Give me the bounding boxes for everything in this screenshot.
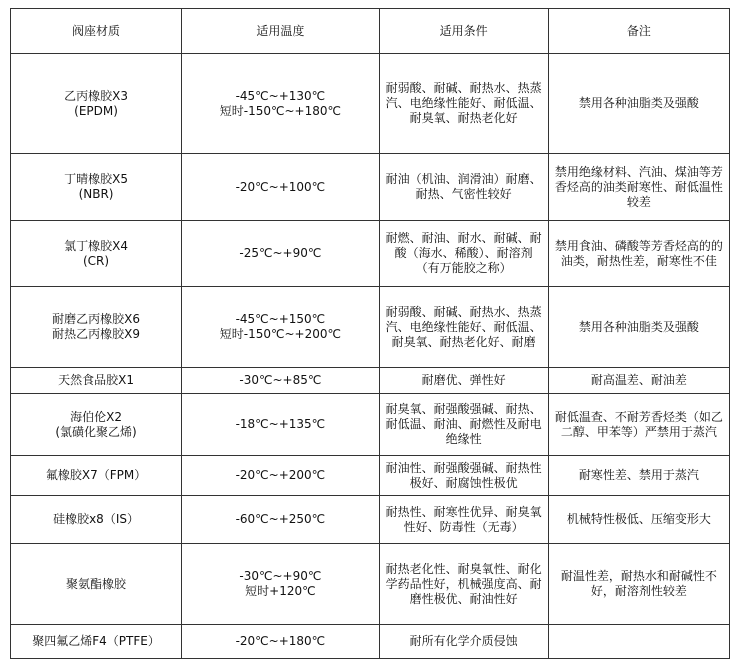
temperature-text: -30℃~+90℃ [239,569,322,583]
remarks-cell: 耐高温差、耐油差 [548,368,729,394]
material-text: 硅橡胶x8（IS） [53,512,139,526]
remarks-cell: 机械特性极低、压缩变形大 [548,496,729,544]
material-cell [11,394,182,456]
material-text: (NBR) [78,187,114,201]
remarks-cell: 禁用食油、磷酸等芳香烃高的的油类，耐热性差，耐寒性不佳 [548,221,729,287]
conditions-cell: 耐油（机油、润滑油）耐磨、耐热、气密性较好 [379,154,548,221]
conditions-cell: 耐热老化性、耐臭氧性、耐化学药品性好，机械强度高、耐磨性极优、耐油性好 [379,544,548,625]
material-text: 天然食品胶X1 [58,373,134,387]
temperature-cell [182,544,380,625]
temperature-cell [182,496,380,544]
remarks-cell: 耐寒性差、禁用于蒸汽 [548,456,729,496]
header-material: 阀座材质 [11,9,182,54]
material-cell [11,54,182,154]
temperature-text: 短时-150℃~+200℃ [219,327,341,341]
table-row [11,456,730,496]
temperature-text: -60℃~+250℃ [235,512,326,526]
material-cell [11,544,182,625]
conditions-cell: 耐油性、耐强酸强碱、耐热性极好、耐腐蚀性极优 [379,456,548,496]
material-cell [11,496,182,544]
material-cell [11,154,182,221]
temperature-cell [182,54,380,154]
table-row [11,625,730,659]
remarks-cell: 禁用各种油脂类及强酸 [548,54,729,154]
table-header-row [11,9,730,54]
material-text: 乙丙橡胶X3 [64,88,128,103]
header-remarks: 备注 [548,9,729,54]
temperature-cell [182,456,380,496]
material-text: 聚四氟乙烯F4（PTFE） [32,634,160,648]
temperature-text: -45℃~+150℃ [235,312,326,326]
temperature-cell [182,154,380,221]
material-text: (EPDM) [74,103,118,118]
temperature-text: -20℃~+200℃ [235,468,326,482]
conditions-cell: 耐臭氧、耐强酸强碱、耐热、耐低温、耐油、耐燃性及耐电绝缘性 [379,394,548,456]
table-row [11,54,730,154]
material-cell [11,221,182,287]
material-text: 海伯伦X2 [70,409,122,424]
header-conditions: 适用条件 [379,9,548,54]
temperature-text: -18℃~+135℃ [235,417,326,431]
table-row [11,496,730,544]
table-row [11,154,730,221]
temperature-cell [182,394,380,456]
temperature-cell [182,625,380,659]
valve-seat-material-table [10,8,730,659]
remarks-cell [548,625,729,659]
remarks-cell: 禁用绝缘材料、汽油、煤油等芳香烃高的油类耐寒性、耐低温性较差 [548,154,729,221]
remarks-cell: 耐温性差，耐热水和耐碱性不好，耐溶剂性较差 [548,544,729,625]
material-text: (氯磺化聚乙烯) [55,424,137,439]
material-text: 耐磨乙丙橡胶X6 [52,312,140,326]
remarks-cell: 耐低温查、不耐芳香烃类（如乙二醇、甲苯等）严禁用于蒸汽 [548,394,729,456]
material-text: 氟橡胶X7（FPM） [45,468,147,482]
temperature-cell [182,368,380,394]
material-text: 聚氨酯橡胶 [66,576,127,591]
temperature-cell [182,221,380,287]
conditions-cell: 耐弱酸、耐碱、耐热水、热蒸汽、电绝缘性能好、耐低温、耐臭氧、耐热老化好、耐磨 [379,287,548,368]
material-cell [11,287,182,368]
table-row [11,221,730,287]
material-text: 耐热乙丙橡胶X9 [52,327,140,341]
temperature-text: 短时+120℃ [245,584,316,598]
material-cell [11,456,182,496]
material-text: 丁晴橡胶X5 [64,172,128,186]
material-cell [11,368,182,394]
temperature-text: -20℃~+180℃ [235,634,326,648]
conditions-cell: 耐所有化学介质侵蚀 [379,625,548,659]
temperature-text: -20℃~+100℃ [235,179,326,194]
conditions-cell: 耐磨优、弹性好 [379,368,548,394]
material-text: (CR) [82,253,110,268]
table-row [11,368,730,394]
table-row [11,544,730,625]
conditions-cell: 耐弱酸、耐碱、耐热水、热蒸汽、电绝缘性能好、耐低温、耐臭氧、耐热老化好 [379,54,548,154]
header-temperature: 适用温度 [182,9,380,54]
material-text: 氯丁橡胶X4 [64,238,128,253]
conditions-cell: 耐热性、耐寒性优异、耐臭氧性好、防毒性（无毒） [379,496,548,544]
table-row [11,287,730,368]
temperature-text: -25℃~+90℃ [239,246,322,260]
material-cell [11,625,182,659]
temperature-text: -45℃~+130℃ [235,88,326,103]
temperature-cell [182,287,380,368]
remarks-cell: 禁用各种油脂类及强酸 [548,287,729,368]
temperature-text: 短时-150℃~+180℃ [219,103,341,118]
table-row [11,394,730,456]
temperature-text: -30℃~+85℃ [239,373,322,387]
conditions-cell: 耐燃、耐油、耐水、耐碱、耐酸（海水、稀酸）、耐溶剂 （有万能胶之称） [379,221,548,287]
